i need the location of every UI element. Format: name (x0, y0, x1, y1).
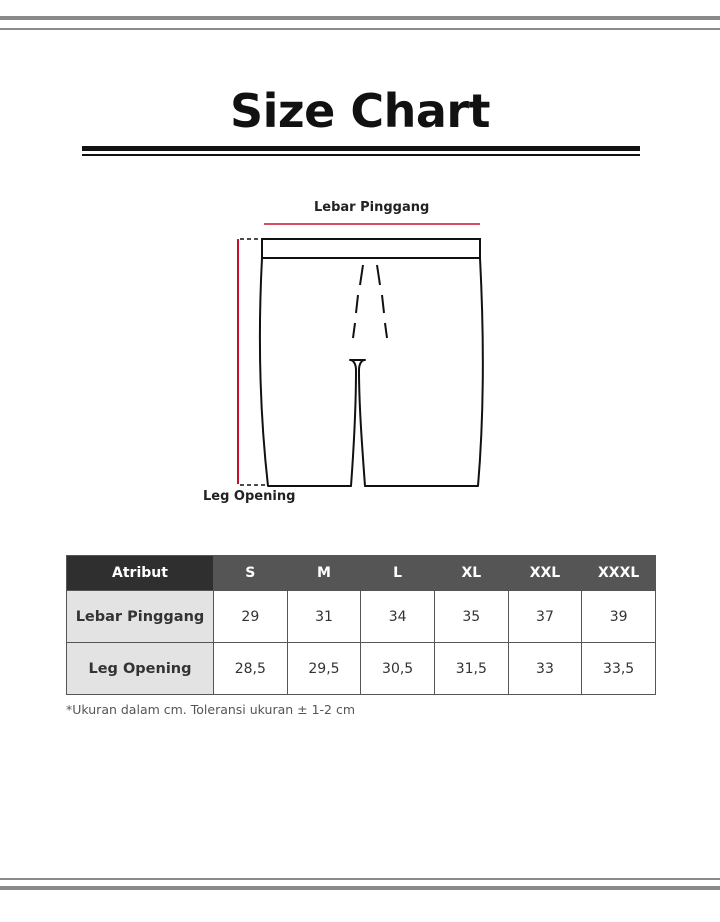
table-cell: 33,5 (582, 643, 656, 695)
table-cell: 34 (361, 591, 435, 643)
table-cell: 29,5 (287, 643, 361, 695)
header-size-s: S (214, 556, 288, 591)
shorts-body (260, 258, 483, 486)
page-title: Size Chart (229, 84, 491, 138)
row-label-waist: Lebar Pinggang (67, 591, 214, 643)
table-header-row (67, 556, 656, 591)
table-cell: 28,5 (214, 643, 288, 695)
table-cell: 31 (287, 591, 361, 643)
size-note: *Ukuran dalam cm. Toleransi ukuran ± 1-2 cm (66, 702, 356, 717)
table-cell: 29 (214, 591, 288, 643)
shorts-diagram (190, 195, 510, 515)
header-size-xxl: XXL (508, 556, 582, 591)
table-cell: 31,5 (434, 643, 508, 695)
table-row (67, 643, 656, 695)
table-cell: 39 (582, 591, 656, 643)
bottom-border-line (0, 886, 720, 890)
header-size-xxxl: XXXL (582, 556, 656, 591)
table-row (67, 591, 656, 643)
header-size-xl: XL (434, 556, 508, 591)
top-border-line (0, 16, 720, 20)
table-cell: 30,5 (361, 643, 435, 695)
top-border-line-thin (0, 28, 720, 30)
size-table (66, 555, 656, 695)
bottom-border-line-thin (0, 878, 720, 880)
header-attribute: Atribut (67, 556, 214, 591)
title-rule-thick (82, 146, 640, 151)
waistband (262, 239, 480, 258)
waist-label: Lebar Pinggang (314, 200, 430, 215)
header-size-m: M (287, 556, 361, 591)
shorts-illustration (190, 195, 510, 515)
row-label-leg-opening: Leg Opening (67, 643, 214, 695)
leg-opening-label: Leg Opening (203, 489, 296, 504)
header-size-l: L (361, 556, 435, 591)
table-cell: 37 (508, 591, 582, 643)
table-cell: 33 (508, 643, 582, 695)
table-cell: 35 (434, 591, 508, 643)
title-rule-thin (82, 154, 640, 156)
